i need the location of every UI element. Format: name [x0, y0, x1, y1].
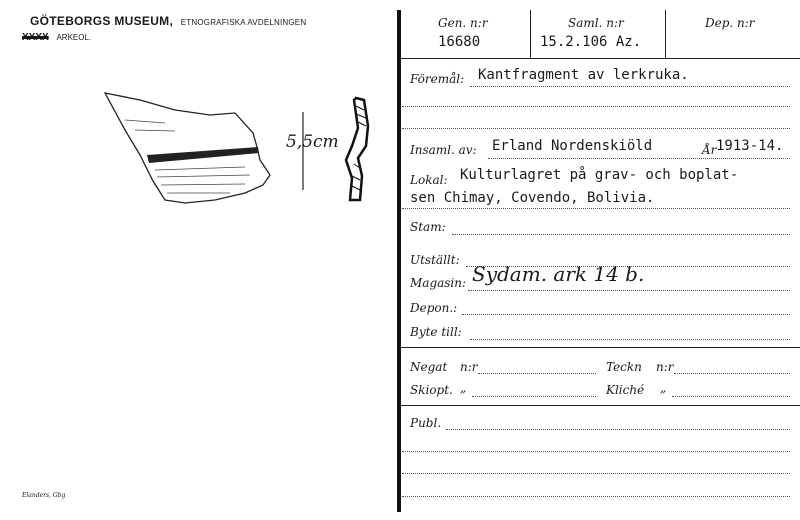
- header-rule: [401, 58, 800, 59]
- lokal-label: Lokal:: [410, 173, 448, 187]
- subdepartment-line: [22, 32, 91, 43]
- department-name: ETNOGRAFISKA AVDELNINGEN: [180, 18, 307, 27]
- sherd-drawing: [95, 85, 295, 225]
- depon-line: [462, 314, 790, 315]
- negat-label: Negat: [410, 360, 448, 374]
- saml-label: Saml. n:r: [568, 16, 624, 30]
- scale-bar: [300, 110, 320, 200]
- kliche-line: [672, 396, 790, 397]
- lokal-line: [402, 208, 790, 209]
- saml-value: 15.2.106 Az.: [540, 34, 642, 50]
- teckn-nr: n:r: [656, 360, 674, 374]
- teckn-line: [674, 373, 790, 374]
- magasin-value: Sydam. ark 14 b.: [472, 262, 645, 286]
- publ-line-3: [402, 473, 790, 474]
- publ-label: Publ.: [410, 416, 442, 430]
- gen-value: 16680: [438, 34, 481, 50]
- byte-label: Byte till:: [410, 325, 462, 339]
- negat-nr: n:r: [460, 360, 478, 374]
- insaml-line: [488, 158, 790, 159]
- ar-label: År: [702, 143, 717, 157]
- foremal-value: Kantfragment av lerkruka.: [478, 67, 689, 83]
- byte-line: [470, 339, 790, 340]
- lokal-value-1: Kulturlagret på grav- och boplat-: [460, 167, 739, 183]
- museum-header: [30, 14, 306, 28]
- insaml-label: Insaml. av:: [410, 143, 477, 157]
- kliche-mark: „: [660, 381, 667, 395]
- card-divider: [397, 10, 401, 512]
- column-separator: [530, 10, 531, 58]
- teckn-label: Teckn: [606, 360, 642, 374]
- section-rule: [401, 347, 800, 348]
- publ-line: [446, 429, 790, 430]
- profile-section-drawing: [338, 96, 374, 206]
- foremal-line: [470, 86, 790, 87]
- utstallt-label: Utställt:: [410, 253, 460, 267]
- lokal-value-2: sen Chimay, Covendo, Bolivia.: [410, 190, 655, 206]
- stam-line: [452, 234, 790, 235]
- kliche-label: Kliché: [606, 383, 645, 397]
- foremal-line-3: [402, 128, 790, 129]
- struck-text: XXXX: [22, 32, 49, 43]
- foremal-line-2: [402, 106, 790, 107]
- magasin-label: Magasin:: [410, 276, 467, 290]
- section-rule-2: [401, 405, 800, 406]
- printer-mark: Elanders, Gbg: [22, 492, 66, 499]
- foremal-label: Föremål:: [410, 72, 465, 86]
- skiopt-mark: „: [460, 381, 467, 395]
- subdepartment: ARKEOL.: [56, 33, 92, 42]
- negat-line: [478, 373, 596, 374]
- ar-value: 1913-14.: [716, 138, 784, 154]
- skiopt-label: Skiopt.: [410, 383, 453, 397]
- gen-label: Gen. n:r: [438, 16, 488, 30]
- skiopt-line: [472, 396, 596, 397]
- publ-line-4: [402, 496, 790, 497]
- column-separator: [665, 10, 666, 58]
- stam-label: Stam:: [410, 220, 446, 234]
- dep-label: Dep. n:r: [705, 16, 755, 30]
- publ-line-2: [402, 451, 790, 452]
- magasin-line: [468, 290, 790, 291]
- insaml-value: Erland Nordenskiöld: [492, 138, 653, 154]
- museum-name: GÖTEBORGS MUSEUM,: [30, 14, 174, 28]
- depon-label: Depon.:: [410, 301, 458, 315]
- measure-label: 5,5cm: [286, 132, 339, 152]
